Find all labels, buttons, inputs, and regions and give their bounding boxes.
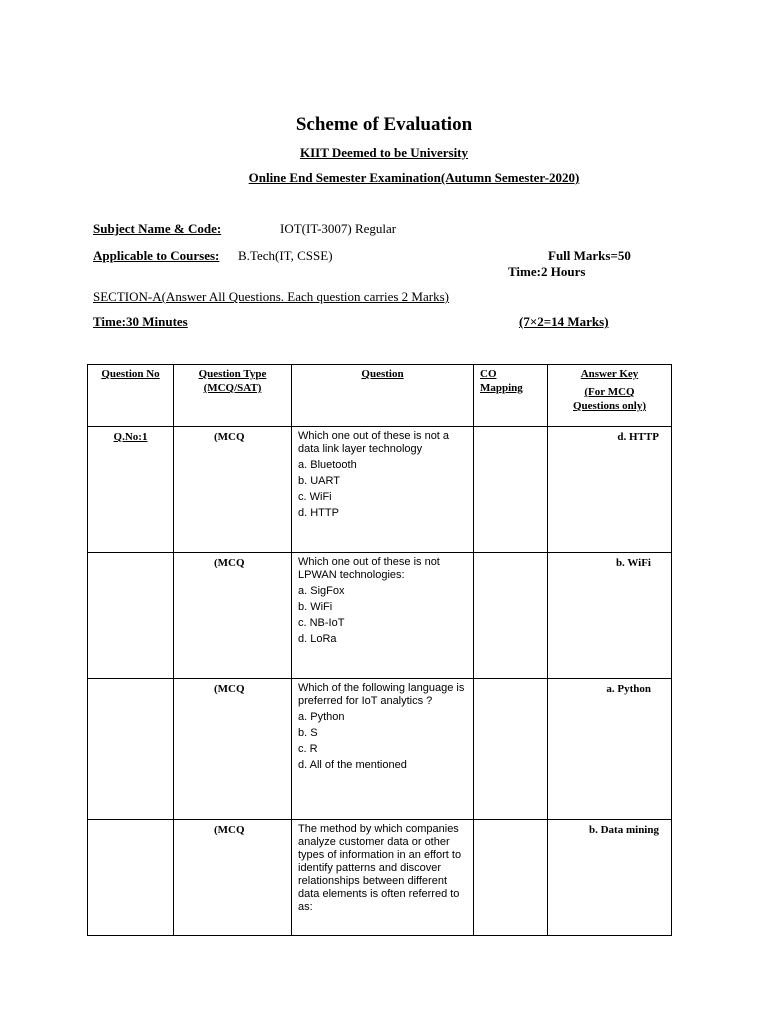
option-d: d. HTTP — [298, 507, 339, 519]
option-b: b. UART — [298, 475, 340, 487]
table-row — [88, 427, 672, 553]
question-type: (MCQ — [174, 679, 292, 820]
table-header-row — [88, 365, 672, 427]
section-heading: SECTION-A(Answer All Questions. Each question carries 2 Marks) — [93, 289, 449, 304]
table-row — [88, 553, 672, 679]
co-mapping — [474, 553, 548, 679]
subject-label: Subject Name & Code: — [93, 221, 222, 236]
evaluation-table — [87, 364, 672, 936]
option-d: d. All of the mentioned — [298, 759, 407, 771]
question-type: (MCQ — [174, 427, 292, 553]
answer-key: d. HTTP — [548, 427, 672, 553]
question-type: (MCQ — [174, 553, 292, 679]
question-type: (MCQ — [174, 820, 292, 936]
option-b: b. S — [298, 727, 318, 739]
university-name: KIIT Deemed to be University — [299, 145, 469, 160]
question-text — [292, 820, 474, 936]
question-stem: The method by which companies analyze customer data or other types of information in an effort to identify patterns and discover relationships between different data elements is often referred to as: — [298, 823, 462, 913]
question-text — [292, 427, 474, 553]
question-number — [88, 679, 174, 820]
option-a: a. Python — [298, 711, 345, 723]
answer-key: a. Python — [548, 679, 672, 820]
question-text — [292, 679, 474, 820]
total-time: Time:2 Hours — [508, 264, 586, 279]
option-c: c. WiFi — [298, 491, 332, 503]
answer-key: b. WiFi — [548, 553, 672, 679]
option-b: b. WiFi — [298, 601, 333, 613]
full-marks: Full Marks=50 — [548, 248, 631, 263]
question-stem: Which one out of these is not a data link layer technology — [298, 430, 450, 455]
question-stem: Which one out of these is not LPWAN technologies: — [298, 556, 440, 581]
option-d: d. LoRa — [298, 633, 337, 645]
header-question: Question — [292, 365, 474, 427]
courses-value: B.Tech(IT, CSSE) — [238, 248, 333, 263]
co-mapping — [474, 427, 548, 553]
courses-label: Applicable to Courses: — [93, 248, 220, 263]
header-co-mapping: CO Mapping — [474, 365, 548, 427]
exam-name: Online End Semester Examination(Autumn Semester-2020) — [248, 170, 580, 185]
section-time: Time:30 Minutes — [93, 314, 188, 329]
question-text — [292, 553, 474, 679]
question-number: Q.No:1 — [88, 427, 174, 553]
table-row — [88, 679, 672, 820]
table-row — [88, 820, 672, 936]
header-question-no: Question No — [88, 365, 174, 427]
co-mapping — [474, 679, 548, 820]
header-question-type: Question Type (MCQ/SAT) — [174, 365, 292, 427]
question-number — [88, 820, 174, 936]
header-answer-key: Answer Key (For MCQ Questions only) — [548, 365, 672, 427]
option-c: c. R — [298, 743, 318, 755]
option-c: c. NB-IoT — [298, 617, 345, 629]
question-stem: Which of the following language is preferred for IoT analytics ? — [298, 682, 465, 707]
co-mapping — [474, 820, 548, 936]
option-a: a. Bluetooth — [298, 459, 357, 471]
answer-key: b. Data mining — [548, 820, 672, 936]
section-marks: (7×2=14 Marks) — [519, 314, 609, 329]
subject-value: IOT(IT-3007) Regular — [280, 221, 397, 236]
option-a: a. SigFox — [298, 585, 345, 597]
question-number — [88, 553, 174, 679]
document-title: Scheme of Evaluation — [295, 114, 473, 135]
